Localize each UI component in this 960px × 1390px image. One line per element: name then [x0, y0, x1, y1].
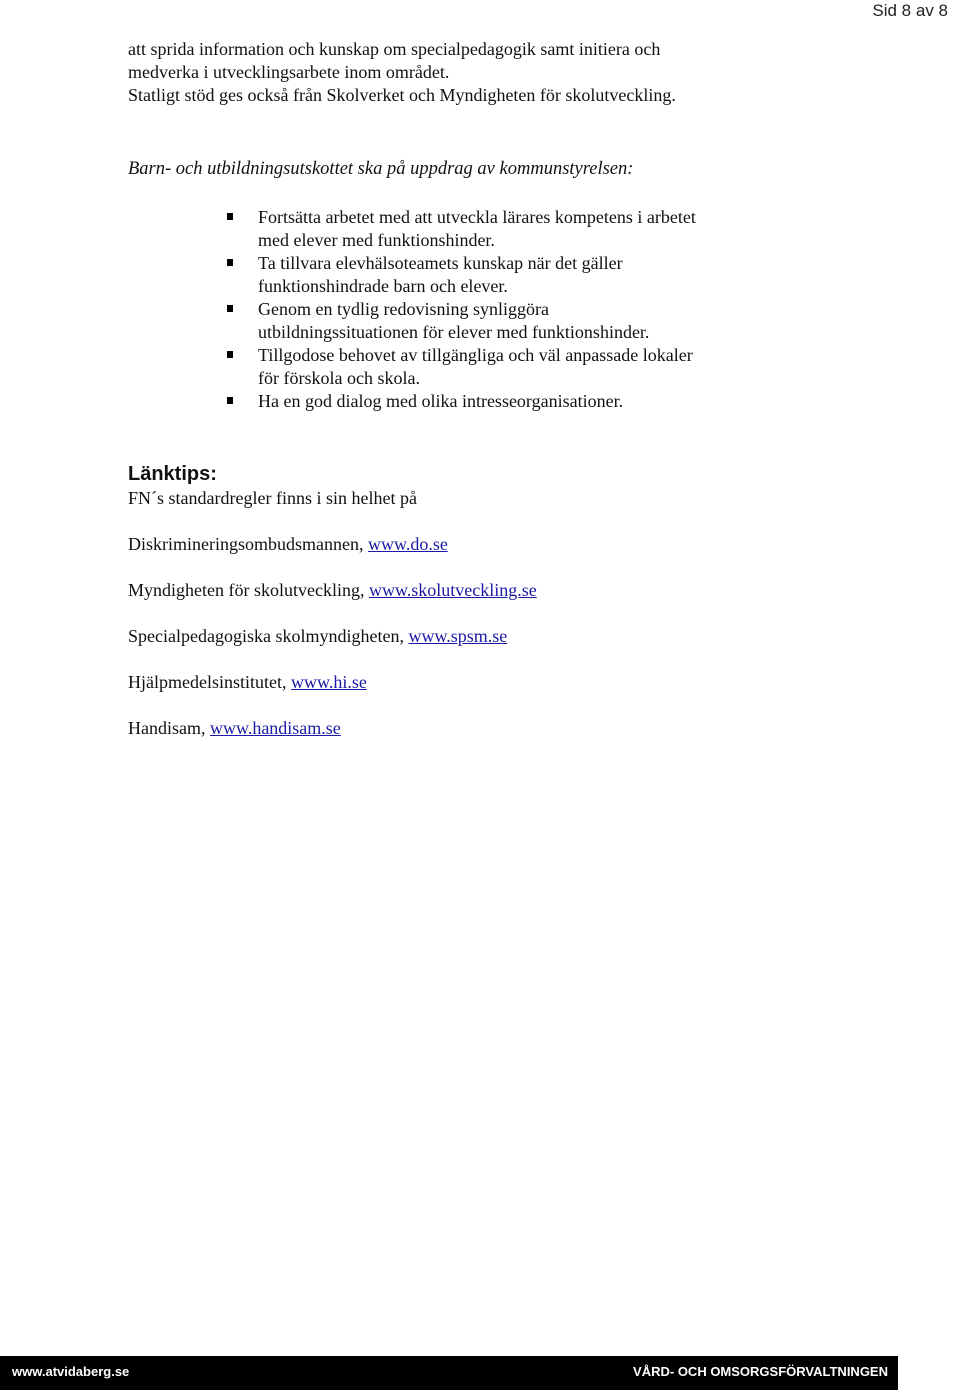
- footer-website: www.atvidaberg.se: [12, 1364, 130, 1379]
- document-body: [128, 38, 828, 740]
- list-item: [258, 344, 828, 390]
- intro-line: att sprida information och kunskap om specialpedagogik samt initiera och: [128, 39, 661, 59]
- intro-paragraph: [128, 38, 828, 107]
- list-item: [258, 298, 828, 344]
- list-item-line: med elever med funktionshinder.: [258, 230, 495, 250]
- list-item-line: Fortsätta arbetet med att utveckla lärares kompetens i arbetet: [258, 207, 696, 227]
- list-item-line: Ha en god dialog med olika intresseorganisationer.: [258, 391, 624, 411]
- link-label: Handisam,: [128, 718, 210, 738]
- link-hi[interactable]: www.hi.se: [290, 672, 367, 692]
- list-item: [258, 206, 828, 252]
- links-intro: FN´s standardregler finns i sin helhet på: [128, 488, 417, 508]
- square-bullet-icon: [227, 397, 233, 404]
- link-row-hi: [128, 671, 828, 694]
- list-item-line: för förskola och skola.: [258, 368, 420, 388]
- link-skolutveckling[interactable]: www.skolutveckling.se: [368, 580, 537, 600]
- intro-line: medverka i utvecklingsarbete inom området.: [128, 62, 450, 82]
- link-do[interactable]: www.do.se: [367, 534, 448, 554]
- list-item: [258, 390, 828, 413]
- list-item-line: funktionshindrade barn och elever.: [258, 276, 508, 296]
- square-bullet-icon: [227, 213, 233, 220]
- link-label: Hjälpmedelsinstitutet,: [128, 672, 291, 692]
- list-item-line: Ta tillvara elevhälsoteamets kunskap när det gäller: [258, 253, 623, 273]
- link-row-skolutveckling: [128, 579, 828, 602]
- page-number: Sid 8 av 8: [872, 1, 948, 20]
- list-item: [258, 252, 828, 298]
- list-item-line: Genom en tydlig redovisning synliggöra: [258, 299, 549, 319]
- footer-department: VÅRD- OCH OMSORGSFÖRVALTNINGEN: [633, 1364, 888, 1379]
- links-heading: Länktips:: [128, 463, 217, 485]
- assignment-heading: Barn- och utbildningsutskottet ska på uppdrag av kommunstyrelsen:: [128, 159, 634, 179]
- square-bullet-icon: [227, 305, 233, 312]
- link-row-spsm: [128, 625, 828, 648]
- square-bullet-icon: [227, 351, 233, 358]
- page-footer: [0, 1356, 898, 1390]
- link-row-do: [128, 533, 828, 556]
- list-item-line: utbildningssituationen för elever med funktionshinder.: [258, 322, 650, 342]
- link-handisam[interactable]: www.handisam.se: [209, 718, 341, 738]
- intro-line: Statligt stöd ges också från Skolverket och Myndigheten för skolutveckling.: [128, 85, 676, 105]
- assignment-list: [128, 206, 828, 413]
- link-label: Diskrimineringsombudsmannen,: [128, 534, 368, 554]
- link-label: Specialpedagogiska skolmyndigheten,: [128, 626, 409, 646]
- list-item-line: Tillgodose behovet av tillgängliga och väl anpassade lokaler: [258, 345, 693, 365]
- link-row-handisam: [128, 717, 828, 740]
- link-spsm[interactable]: www.spsm.se: [408, 626, 508, 646]
- link-label: Myndigheten för skolutveckling,: [128, 580, 369, 600]
- square-bullet-icon: [227, 259, 233, 266]
